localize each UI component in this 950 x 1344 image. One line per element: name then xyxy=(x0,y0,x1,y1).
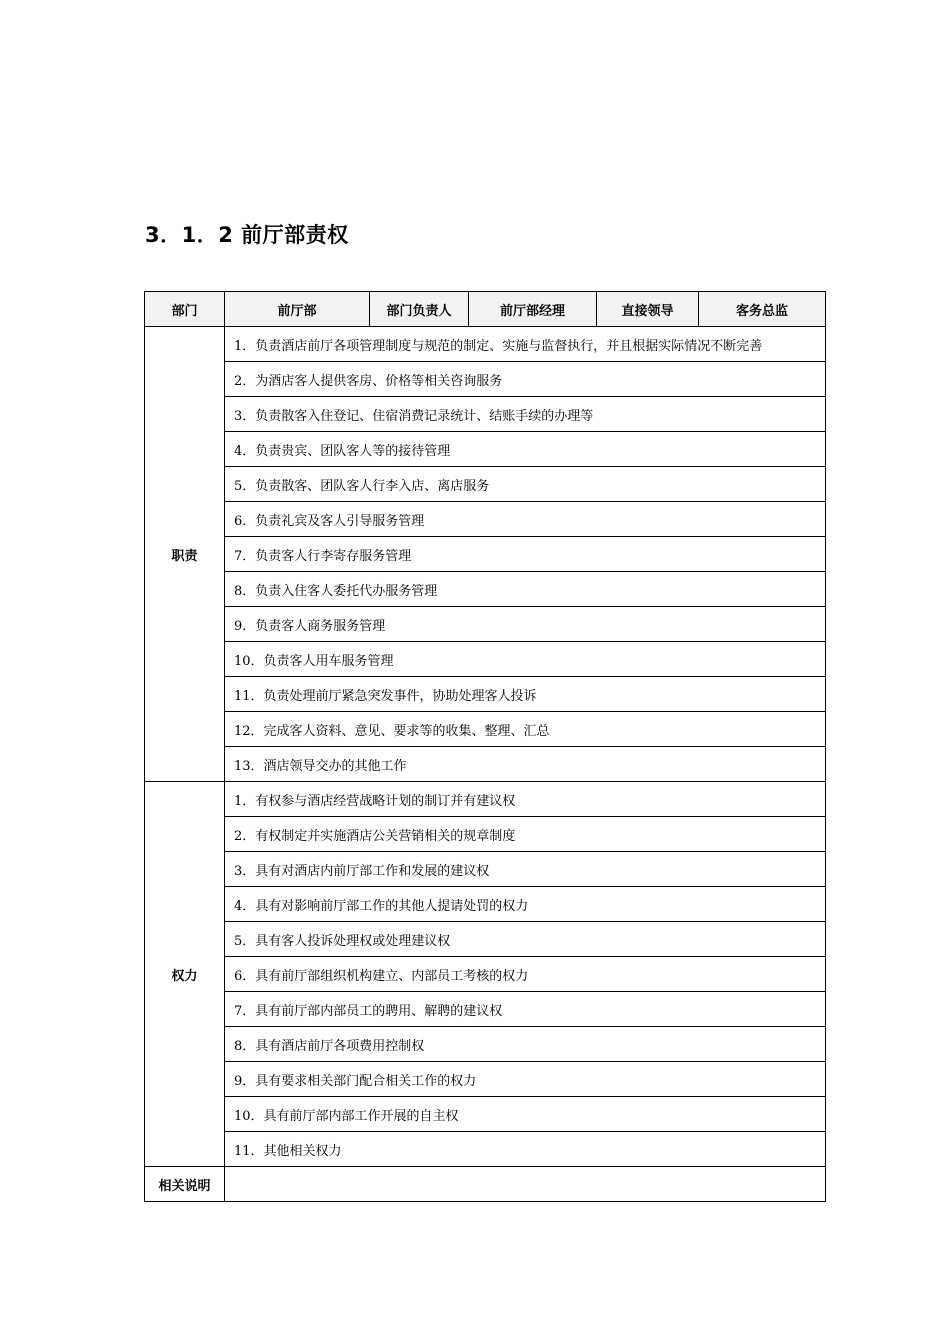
duties-item: 4．负责贵宾、团队客人等的接待管理 xyxy=(225,432,826,467)
duties-row xyxy=(145,607,826,642)
section-heading: 3．1．2 前厅部责权 xyxy=(145,223,349,247)
header-row xyxy=(145,292,826,327)
powers-item: 4．具有对影响前厅部工作的其他人提请处罚的权力 xyxy=(225,887,826,922)
header-cell-leader-value: 客务总监 xyxy=(699,292,826,327)
duties-item: 13．酒店领导交办的其他工作 xyxy=(225,747,826,782)
powers-item: 2．有权制定并实施酒店公关营销相关的规章制度 xyxy=(225,817,826,852)
duties-item: 11．负责处理前厅紧急突发事件，协助处理客人投诉 xyxy=(225,677,826,712)
powers-item: 10．具有前厅部内部工作开展的自主权 xyxy=(225,1097,826,1132)
duties-row xyxy=(145,397,826,432)
header-cell-head-label: 部门负责人 xyxy=(370,292,469,327)
duties-label: 职责 xyxy=(145,327,225,782)
powers-row xyxy=(145,1097,826,1132)
responsibility-table xyxy=(144,291,826,1202)
duties-item: 3．负责散客入住登记、住宿消费记录统计、结账手续的办理等 xyxy=(225,397,826,432)
duties-row xyxy=(145,362,826,397)
header-cell-leader-label: 直接领导 xyxy=(597,292,699,327)
powers-row xyxy=(145,852,826,887)
powers-row xyxy=(145,922,826,957)
notes-row xyxy=(145,1167,826,1202)
powers-row xyxy=(145,1062,826,1097)
header-cell-head-value: 前厅部经理 xyxy=(469,292,597,327)
powers-row xyxy=(145,1027,826,1062)
duties-item: 6．负责礼宾及客人引导服务管理 xyxy=(225,502,826,537)
powers-row xyxy=(145,992,826,1027)
duties-row xyxy=(145,747,826,782)
duties-item: 9．负责客人商务服务管理 xyxy=(225,607,826,642)
powers-row xyxy=(145,887,826,922)
duties-item: 2．为酒店客人提供客房、价格等相关咨询服务 xyxy=(225,362,826,397)
notes-value xyxy=(225,1167,826,1202)
duties-row xyxy=(145,677,826,712)
powers-item: 6．具有前厅部组织机构建立、内部员工考核的权力 xyxy=(225,957,826,992)
powers-item: 7．具有前厅部内部员工的聘用、解聘的建议权 xyxy=(225,992,826,1027)
duties-row xyxy=(145,327,826,362)
header-cell-department-label: 部门 xyxy=(145,292,225,327)
powers-row xyxy=(145,782,826,817)
duties-item: 12．完成客人资料、意见、要求等的收集、整理、汇总 xyxy=(225,712,826,747)
powers-item: 8．具有酒店前厅各项费用控制权 xyxy=(225,1027,826,1062)
powers-item: 3．具有对酒店内前厅部工作和发展的建议权 xyxy=(225,852,826,887)
duties-item: 5．负责散客、团队客人行李入店、离店服务 xyxy=(225,467,826,502)
duties-item: 1．负责酒店前厅各项管理制度与规范的制定、实施与监督执行，并且根据实际情况不断完善 xyxy=(225,327,826,362)
powers-row xyxy=(145,817,826,852)
powers-row xyxy=(145,1132,826,1167)
duties-row xyxy=(145,502,826,537)
notes-label: 相关说明 xyxy=(145,1167,225,1202)
header-cell-department-value: 前厅部 xyxy=(225,292,370,327)
duties-row xyxy=(145,642,826,677)
powers-item: 11．其他相关权力 xyxy=(225,1132,826,1167)
powers-item: 9．具有要求相关部门配合相关工作的权力 xyxy=(225,1062,826,1097)
duties-item: 7．负责客人行李寄存服务管理 xyxy=(225,537,826,572)
duties-row xyxy=(145,467,826,502)
duties-item: 10．负责客人用车服务管理 xyxy=(225,642,826,677)
duties-row xyxy=(145,712,826,747)
duties-row xyxy=(145,537,826,572)
duties-row xyxy=(145,432,826,467)
powers-row xyxy=(145,957,826,992)
duties-item: 8．负责入住客人委托代办服务管理 xyxy=(225,572,826,607)
powers-item: 1．有权参与酒店经营战略计划的制订并有建议权 xyxy=(225,782,826,817)
duties-row xyxy=(145,572,826,607)
powers-label: 权力 xyxy=(145,782,225,1167)
powers-item: 5．具有客人投诉处理权或处理建议权 xyxy=(225,922,826,957)
